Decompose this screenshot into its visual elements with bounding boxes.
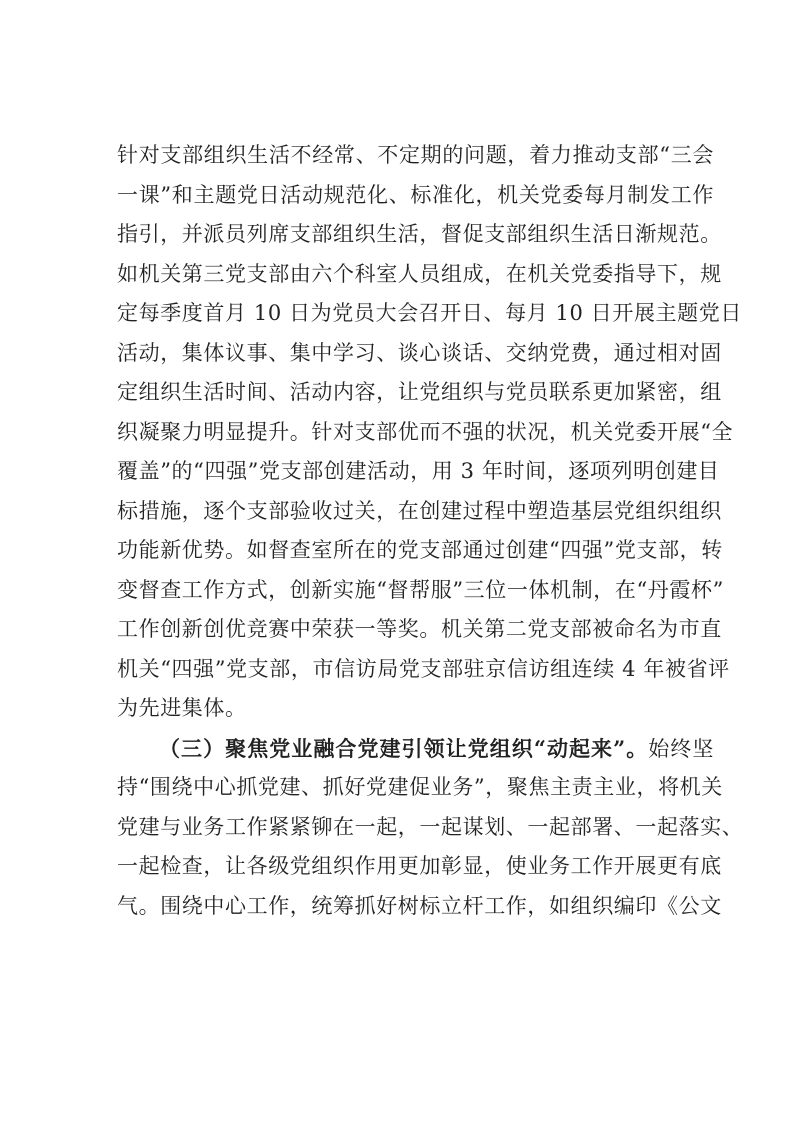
heading-line [117,729,714,769]
text-line: 机关“四强”党支部，市信访局党支部驻京信访组连续 4 年被省评 [117,656,730,681]
text-line: 织凝聚力明显提升。针对支部优而不强的状况，机关党委开展“全 [117,419,734,444]
text-line: 一课”和主题党日活动规范化、标准化，机关党委每月制发工作 [117,182,714,207]
text-line: 气。围绕中心工作，统筹抓好树标立杆工作，如组织编印《公文 [117,893,722,918]
text-line: 工作创新创优竞赛中荣获一等奖。机关第二党支部被命名为市直 [117,617,722,641]
paragraph-1 [117,136,742,729]
text-line: 活动，集体议事、集中学习、谈心谈话、交纳党费，通过相对固 [117,340,722,365]
section-heading: （三）聚焦党业融合党建引领让党组织“动起来”。 [159,735,649,761]
text-line: 如机关第三党支部由六个科室人员组成，在机关党委指导下，规 [117,261,722,286]
text-line: 为先进集体。 [117,696,247,720]
paragraph-2 [117,729,744,927]
text-line: 变督查工作方式，创新实施“督帮服”三位一体机制，在“丹霞杯” [117,577,724,602]
text-line: 党建与业务工作紧紧铆在一起，一起谋划、一起部署、一起落实、 [117,814,744,839]
text-line: 指引，并派员列席支部组织生活，督促支部组织生活日渐规范。 [117,222,722,246]
heading-line-rest: 始终坚 [648,736,714,761]
text-line: 功能新优势。如督查室所在的党支部通过创建“四强”党支部，转 [117,538,723,562]
text-line: 定组织生活时间、活动内容，让党组织与党员联系更加紧密，组 [117,380,722,404]
text-line: 标措施，逐个支部验收过关，在创建过程中塑造基层党组织组织 [117,498,722,523]
text-line: 定每季度首月 10 日为党员大会召开日、每月 10 日开展主题党日 [117,301,742,325]
text-line: 覆盖”的“四强”党支部创建活动，用 3 年时间，逐项列明创建目 [117,459,720,483]
text-line: 持“围绕中心抓党建、抓好党建促业务”，聚焦主责主业，将机关 [117,775,723,799]
text-line: 针对支部组织生活不经常、不定期的问题，着力推动支部“三会 [117,143,714,167]
document-body [117,136,744,926]
text-line: 一起检查，让各级党组织作用更加彰显，使业务工作开展更有底 [117,854,722,878]
